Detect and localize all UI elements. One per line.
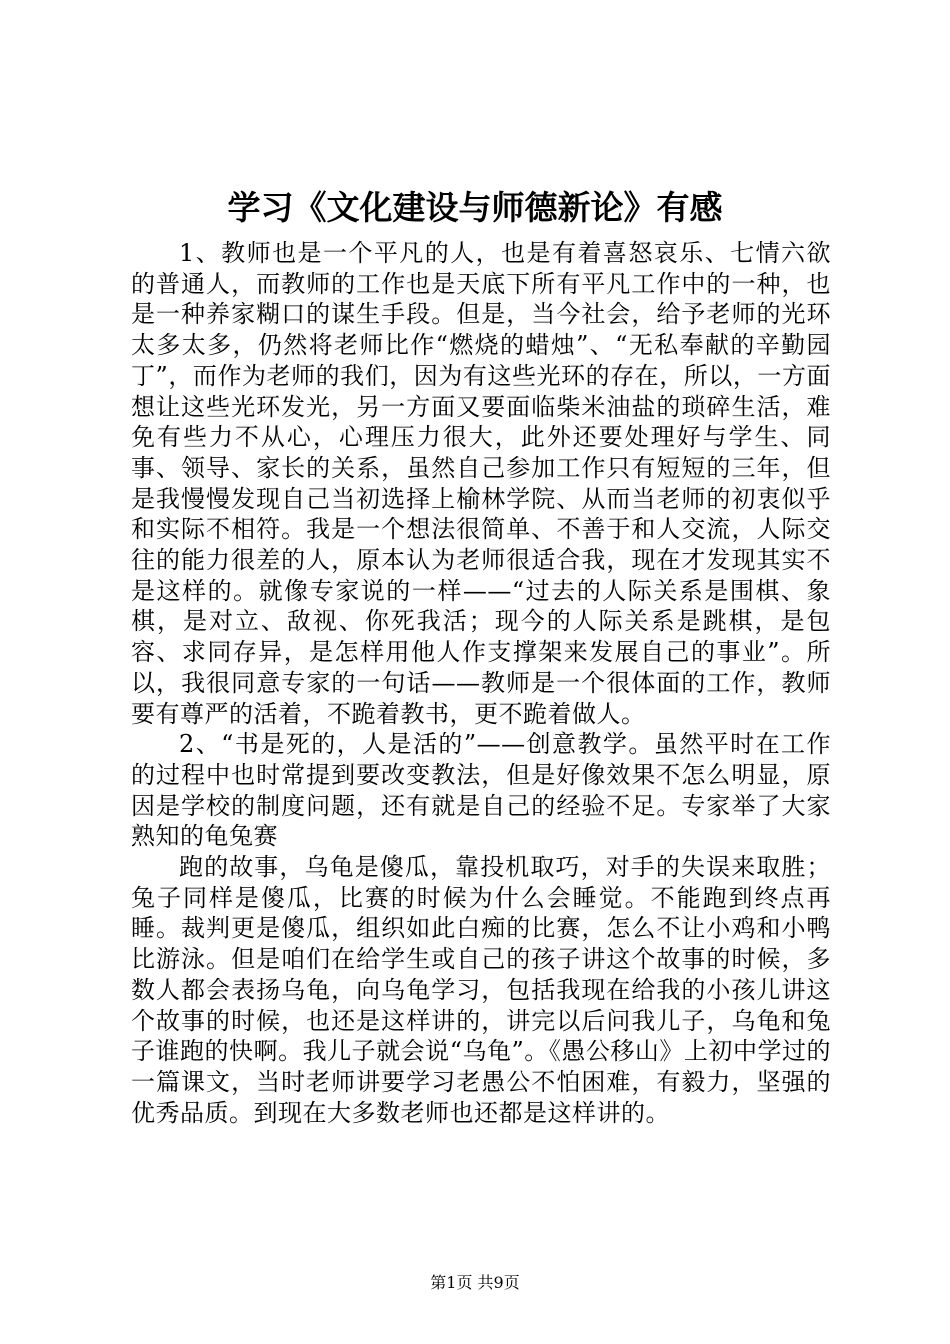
paragraph-1: 1、教师也是一个平凡的人，也是有着喜怒哀乐、七情六欲的普通人，而教师的工作也是天底下所有平凡工作中的一种，也是一种养家糊口的谋生手段。但是，当今社会，给予老师的光环太多太多，仍然将老师比作“燃烧的蜡烛”、“无私奉献的辛勤园丁”，而作为老师的我们，因为有这些光环的存在，所以，一方面想让这些光环发光，另一方面又要面临柴米油盐的琐碎生活，难免有些力不从心，心理压力很大，此外还要处理好与学生、同事、领导、家长的关系，虽然自己参加工作只有短短的三年，但是我慢慢发现自己当初选择上榆林学院、从而当老师的初衷似乎和实际不相符。我是一个想法很简单、不善于和人交流，人际交往的能力很差的人，原本认为老师很适合我，现在才发现其实不是这样的。就像专家说的一样——“过去的人际关系是围棋、象棋，是对立、敌视、你死我活；现今的人际关系是跳棋，是包容、求同存异，是怎样用他人作支撑架来发展自己的事业”。所以，我很同意专家的一句话——教师是一个很体面的工作，教师要有尊严的活着，不跪着教书，更不跪着做人。 xyxy=(131,239,831,728)
paragraph-3: 跑的故事，乌龟是傻瓜，靠投机取巧，对手的失误来取胜；兔子同样是傻瓜，比赛的时候为什么会睡觉。不能跑到终点再睡。裁判更是傻瓜，组织如此白痴的比赛，怎么不让小鸡和小鸭比游泳。但是咱们在给学生或自己的孩子讲这个故事的时候，多数人都会表扬乌龟，向乌龟学习，包括我现在给我的小孩儿讲这个故事的时候，也还是这样讲的，讲完以后问我儿子，乌龟和兔子谁跑的快啊。我儿子就会说“乌龟”。《愚公移山》上初中学过的一篇课文，当时老师讲要学习老愚公不怕困难，有毅力，坚强的优秀品质。到现在大多数老师也还都是这样讲的。 xyxy=(131,853,831,1127)
document-title: 学习《文化建设与师德新论》有感 xyxy=(227,188,723,227)
paragraph-2: 2、“书是死的，人是活的”——创意教学。虽然平时在工作的过程中也时常提到要改变教法，但是好像效果不怎么明显，原因是学校的制度问题，还有就是自己的经验不足。专家举了大家熟知的龟兔赛 xyxy=(131,730,831,851)
page-footer: 第1页 共9页 xyxy=(430,1273,520,1292)
document-body xyxy=(131,238,831,1128)
